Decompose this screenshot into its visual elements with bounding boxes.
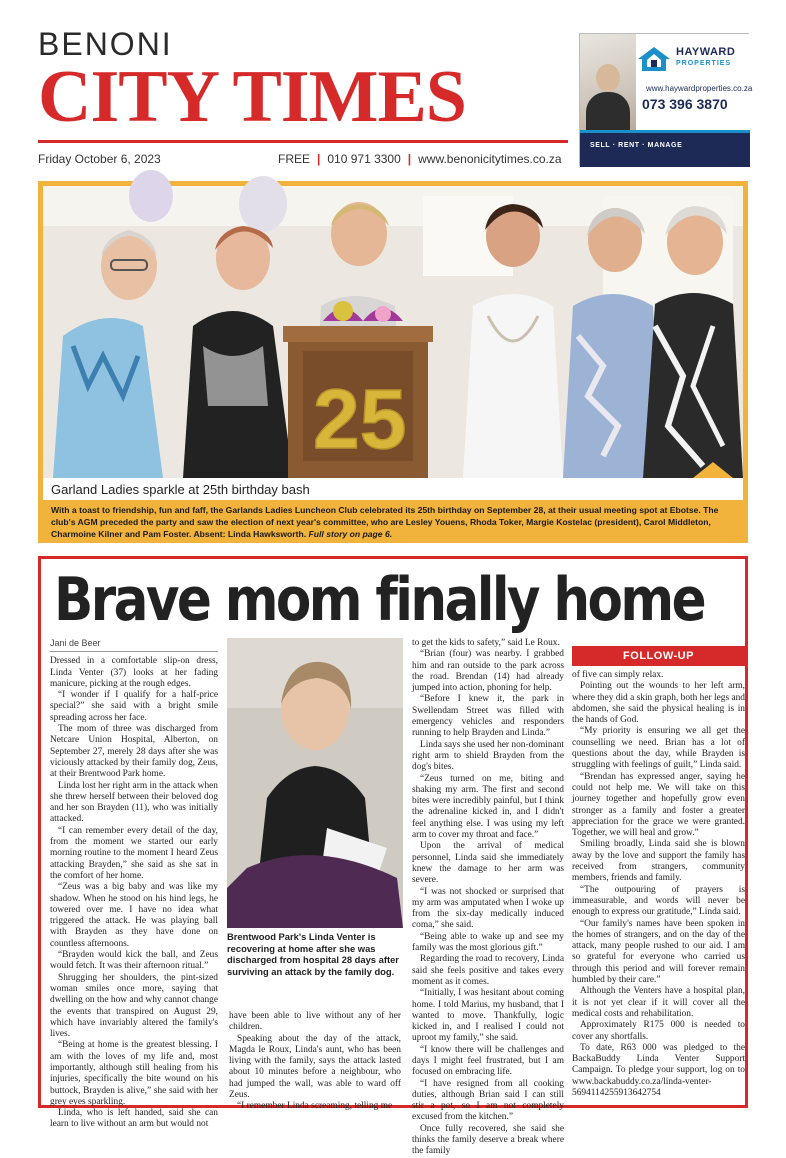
masthead-rule bbox=[38, 140, 568, 143]
story-paragraph: Linda says she used her non-dominant right arm to shield Brayden from the dog's bites. bbox=[412, 739, 564, 773]
hayward-advert[interactable] bbox=[579, 33, 753, 166]
story-paragraph: to get the kids to safety,” said Le Roux. bbox=[412, 638, 560, 648]
story-paragraph: Pointing out the wounds to her left arm, where they did a skin graph, both her legs and abdomen, she said the physical healing is in the hands of God. bbox=[572, 681, 745, 726]
story-column-4-wrap bbox=[572, 667, 745, 1107]
story-paragraph: “Being able to wake up and see my family was the most glorious gift.” bbox=[412, 931, 564, 954]
story-paragraph: Once fully recovered, she said she thinks the family deserve a break where the family bbox=[412, 1123, 564, 1157]
follow-up-label: FOLLOW-UP bbox=[572, 646, 745, 666]
advert-brand-sub: PROPERTIES bbox=[676, 60, 732, 67]
photo-caption-title: Garland Ladies sparkle at 25th birthday bash bbox=[43, 478, 743, 500]
photo-caption-text bbox=[43, 502, 743, 542]
masthead-title: CITY TIMES bbox=[38, 56, 466, 138]
story-paragraph: “I know there will be challenges and days I might feel frustrated, but I am focused on embracing life. bbox=[412, 1044, 564, 1078]
agent-head bbox=[596, 64, 620, 92]
story-paragraph: “I have resigned from all cooking duties, although Brian said I can still stir a pot, so I am not completely excused from the kitchen.” bbox=[412, 1078, 564, 1123]
story-paragraph: “I can remember every detail of the day, from the moment we started our early morning routine to the moment I heard Zeus attacking Brayden,” she said as she sat in the comfort of her home. bbox=[50, 825, 218, 881]
story-paragraph: have been able to live without any of her children. bbox=[229, 1011, 401, 1033]
phone-number: 010 971 3300 bbox=[327, 152, 401, 166]
story-paragraph: Although the Venters have a hospital plan, it is not yet clear if it will cover all the medical costs and rehabilitation. bbox=[572, 986, 745, 1019]
masthead-town: BENONI bbox=[38, 26, 173, 62]
masthead bbox=[38, 28, 568, 146]
advert-footer bbox=[580, 130, 750, 167]
cake-number: 25 bbox=[313, 372, 407, 466]
story-paragraph: of five can simply relax. bbox=[572, 670, 664, 680]
story-paragraph: Linda lost her right arm in the attack when she threw herself between their beloved dog and her son Brayden (11), who was initially attacked. bbox=[50, 780, 218, 825]
linda-venter-photo bbox=[227, 638, 403, 928]
story-paragraph: To date, R63 000 was pledged to the BackaBuddy Linda Venter Support Campaign. To pledge your support, log on to www.backabuddy.co.za/linda-venter-5694114255913642754 bbox=[572, 1042, 745, 1098]
story-paragraph: Speaking about the day of the attack, Magda le Roux, Linda's aunt, who has been living with the family, says the attack lasted about 10 minutes before a neighbour, who had jumped the wall, was able to ward off Zeus. bbox=[229, 1033, 401, 1101]
story-paragraph: Linda, who is left handed, said she can learn to live without an arm but would not bbox=[50, 1108, 218, 1130]
story-paragraph: “Our family's names have been spoken in the homes of strangers, and on the day of the attack, many people rushed to our aid. I am so grateful for everyone who carried us through this period and will forever remain humbled by their care.” bbox=[572, 918, 745, 986]
story-column-3 bbox=[412, 638, 564, 1158]
agent-body bbox=[586, 92, 630, 132]
story-paragraph: “My priority is ensuring we all get the counselling we need. Brian has a lot of questions about the day, while Brayden is struggling with feelings of guilt,” Linda said. bbox=[572, 726, 745, 771]
story-paragraph: “I wonder if I qualify for a half-price special?” she said with a bright smile spreading across her face. bbox=[50, 690, 218, 723]
advert-url[interactable]: www.haywardproperties.co.za bbox=[646, 84, 753, 93]
story-paragraph: “Brayden would kick the ball, and Zeus would fetch. It was their afternoon ritual.” bbox=[50, 950, 218, 972]
story-paragraph: “Being at home is the greatest blessing. I am with the loves of my life and, most importantly, although still healing from his injuries, specifically the bite wound on his buttock, Brayden is alive,” she said with her grey eyes sparkling. bbox=[50, 1040, 218, 1107]
inset-photo-caption: Brentwood Park's Linda Venter is recovering at home after she was discharged from hospital 28 days after surviving an attack by the family dog. bbox=[227, 931, 399, 977]
house-logo-icon bbox=[636, 45, 672, 73]
column-1-text bbox=[50, 656, 218, 1130]
story-byline: Jani de Beer bbox=[50, 638, 218, 652]
group-photo-illustration bbox=[43, 186, 743, 478]
story-paragraph: “Initially, I was hesitant about coming home. I told Marius, my husband, that I wanted to move. Thankfully, logic kicked in, and I realised I could not uproot my family,” she said. bbox=[412, 988, 564, 1044]
advert-top bbox=[580, 34, 753, 130]
issue-date: Friday October 6, 2023 bbox=[38, 152, 161, 166]
story-paragraph: “Brian (four) was nearby. I grabbed him and ran outside to the park across the road. Brendan (14) had already jumped into action, phoning for help. bbox=[412, 649, 564, 694]
story-column-1 bbox=[50, 638, 218, 1131]
separator: | bbox=[407, 152, 412, 166]
story-paragraph: Smiling broadly, Linda said she is blown away by the love and support the family has received from strangers, community members, friends and family. bbox=[572, 839, 745, 884]
caption-text: With a toast to friendship, fun and faff, the Garlands Ladies Luncheon Club celebrated its 25th birthday on September 28, at their usual meeting spot at Ebotse. The club's AGM preceded the party and saw the election of next year's committee, who are Lesley Youens, Rhoda Toker, Margie Kostelac (president), Carol Middleton, Charmoine Kilner and Pam Foster. Absent: Linda Hawksworth. bbox=[51, 505, 719, 539]
story-paragraph: Dressed in a comfortable slip-on dress, Linda Venter (37) looks at her fading manicure, picking at the rough edges. bbox=[50, 656, 218, 689]
advert-phone[interactable]: 073 396 3870 bbox=[642, 96, 728, 112]
group-photo bbox=[43, 186, 743, 478]
story-paragraph: “Zeus turned on me, biting and shaking my arm. The first and second bites were incredibly painful, but I think the adrenaline kicked in, and I didn't feel anything else. I was using my left arm to cover my throat and face.” bbox=[412, 773, 564, 841]
story-paragraph: “The outpouring of prayers is immeasurable, and words will never be enough to express our gratitude,” Linda said. bbox=[572, 884, 745, 918]
advert-stripe bbox=[580, 130, 750, 133]
caption-ref[interactable]: Full story on page 6. bbox=[308, 529, 393, 539]
linda-portrait-illustration bbox=[227, 638, 403, 928]
advert-tagline: SELL · RENT · MANAGE bbox=[590, 142, 683, 149]
caption-notch bbox=[693, 462, 733, 478]
story-paragraph: The mom of three was discharged from Netcare Union Hospital, Alberton, on September 27, merely 28 days after she was viciously attacked by their family dog, Zeus, at their Brentwood Park home. bbox=[50, 724, 218, 780]
info-bar bbox=[38, 151, 570, 167]
story-paragraph: Shrugging her shoulders, the pint-sized woman smiles once more, saying that dwelling on the how and why cannot change the events that transpired on August 29, which have invariably altered the family's lives. bbox=[50, 972, 218, 1040]
story-column-2 bbox=[229, 1011, 401, 1113]
agent-photo bbox=[580, 34, 636, 130]
story-paragraph: “I remember Linda screaming, telling me bbox=[237, 1101, 393, 1112]
story-paragraph: Upon the arrival of medical personnel, Linda said she immediately knew the damage to her arm was severe. bbox=[412, 841, 564, 886]
story-column-4 bbox=[572, 670, 745, 1099]
advert-brand: HAYWARD bbox=[676, 46, 736, 58]
story-paragraph: “Brendan has expressed anger, saying he could not help me. We will take on this journey together and hopefully grow even stronger as a family and foster a greater appreciation for the grace we were granted. Together, we will heal and grow.” bbox=[572, 771, 745, 839]
story-paragraph: Regarding the road to recovery, Linda said she feels positive and takes every moment as it comes. bbox=[412, 954, 564, 987]
story-paragraph: Approximately R175 000 is needed to cover any shortfalls. bbox=[572, 1020, 745, 1042]
story-paragraph: “Before I knew it, the park in Swellendam Street was filled with emergency vehicles and responders running to help Brayden and Linda.” bbox=[412, 694, 564, 739]
separator: | bbox=[317, 152, 321, 166]
photo-story bbox=[38, 181, 748, 543]
story-paragraph: “I was not shocked or surprised that my arm was amputated when I woke up from the six-day medically induced coma,” she said. bbox=[412, 886, 564, 931]
story-headline: Brave mom finally home bbox=[54, 565, 704, 635]
story-paragraph: “Zeus was a big baby and was like my shadow. When he stood on his hind legs, he towered over me. I have no idea what triggered the attack. He was playing ball with Brayden as they have done on countless afternoons. bbox=[50, 882, 218, 949]
price-label: FREE bbox=[278, 152, 311, 166]
main-story bbox=[38, 556, 748, 1157]
website-link[interactable]: www.benonicitytimes.co.za bbox=[418, 152, 562, 166]
